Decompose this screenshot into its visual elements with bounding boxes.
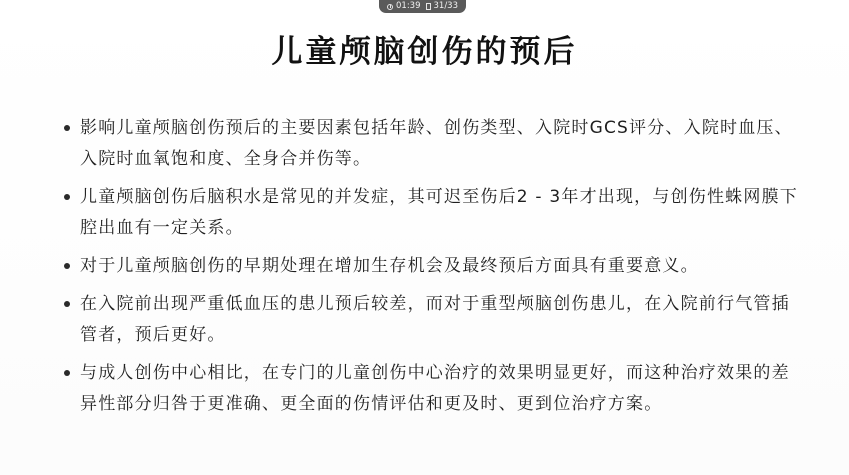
bullet-item	[58, 289, 798, 351]
slide-status-bar	[379, 0, 466, 13]
bullet-dot-icon	[58, 358, 80, 389]
page-icon	[426, 3, 431, 10]
bullet-text: 对于儿童颅脑创伤的早期处理在增加生存机会及最终预后方面具有重要意义。	[80, 256, 699, 276]
bullet-list	[58, 113, 798, 427]
bullet-item	[58, 182, 798, 244]
slide-title: 儿童颅脑创伤的预后	[271, 34, 578, 70]
bullet-item	[58, 358, 798, 420]
page-counter: 31/33	[433, 1, 458, 11]
bullet-text: 在入院前出现严重低血压的患儿预后较差，而对于重型颅脑创伤患儿，在入院前行气管插管者，预后更好。	[80, 294, 790, 345]
bullet-text: 儿童颅脑创伤后脑积水是常见的并发症，其可迟至伤后2 - 3年才出现，与创伤性蛛网膜下腔出血有一定关系。	[80, 187, 798, 238]
bullet-item	[58, 251, 798, 282]
bullet-dot-icon	[58, 182, 80, 213]
elapsed-time: 01:39	[396, 1, 421, 11]
bullet-dot-icon	[58, 113, 80, 144]
bullet-dot-icon	[58, 289, 80, 320]
clock-icon	[387, 4, 393, 10]
bullet-item	[58, 113, 798, 175]
bullet-dot-icon	[58, 251, 80, 282]
bullet-text: 与成人创伤中心相比，在专门的儿童创伤中心治疗的效果明显更好，而这种治疗效果的差异性部分归咎于更准确、更全面的伤情评估和更及时、更到位治疗方案。	[80, 363, 790, 414]
bullet-text: 影响儿童颅脑创伤预后的主要因素包括年龄、创伤类型、入院时GCS评分、入院时血压、入院时血氧饱和度、全身合并伤等。	[80, 118, 793, 169]
